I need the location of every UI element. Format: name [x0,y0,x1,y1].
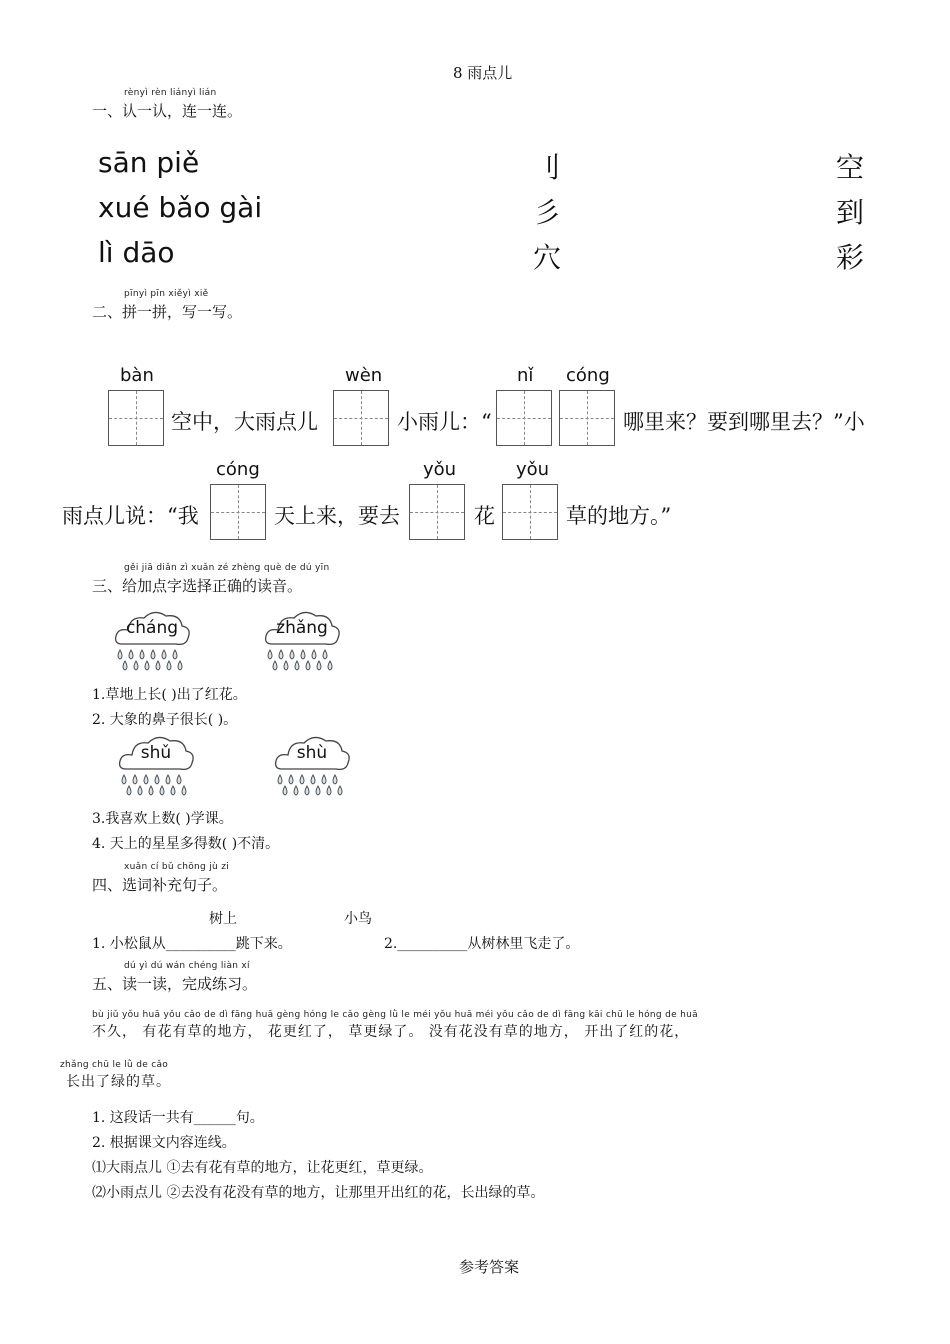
s3-question-2: 2. 大象的鼻子很长( )。 [92,712,238,728]
write-box[interactable] [502,484,558,540]
page-title: 8 雨点儿 [453,64,513,82]
s3-heading: 三、给加点字选择正确的读音。 [92,577,303,595]
s4-pinyin: xuǎn cí bǔ chōng jù zi [124,862,230,872]
s2-l2-text0: 雨点儿说：“我 [62,504,199,528]
s2-l2-py3: yǒu [516,459,550,480]
s2-l1-py2: wèn [345,365,383,386]
s4-heading: 四、选词补充句子。 [92,876,228,894]
s1-left-1[interactable]: sān piě [98,146,200,179]
s1-right-3[interactable]: 彩 [836,241,865,274]
footer-answer-key: 参考答案 [459,1258,520,1276]
s1-right-2[interactable]: 到 [836,196,865,229]
cloud-pinyin: shù [296,743,328,763]
cloud-pinyin: shǔ [140,743,172,763]
s5-reading-pinyin-1: bù jiǔ yǒu huā yǒu cǎo de dì fāng huā gèng hóng le cǎo gèng lǜ le méi yǒu huā méi yǒu cǎo de dì fāng kāi chū le hóng de huā [92,1010,698,1020]
s2-l1-text1: 空中，大雨点儿 [171,410,318,434]
write-box[interactable] [496,390,552,446]
s5-question-2: 2. 根据课文内容连线。 [92,1135,236,1151]
raincloud-icon[interactable] [272,731,352,801]
s1-left-2[interactable]: xué bǎo gài [98,191,263,224]
raincloud-icon[interactable] [112,606,192,676]
raincloud-icon[interactable] [116,731,196,801]
s5-pinyin: dú yì dú wán chéng liàn xí [124,961,250,971]
s2-l1-text2: 小雨儿：“ [397,410,492,434]
raincloud-icon[interactable] [262,606,342,676]
s3-question-4: 4. 天上的星星多得数( )不清。 [92,836,280,852]
s2-l1-py3: nǐ [517,365,534,386]
s5-question-1: 1. 这段话一共有______句。 [92,1110,264,1126]
write-box[interactable] [108,390,164,446]
write-box[interactable] [559,390,615,446]
s1-middle-3[interactable]: 穴 [533,241,562,274]
s1-left-3[interactable]: lì dāo [98,236,175,269]
s3-question-1: 1.草地上长( )出了红花。 [92,687,247,703]
s2-pinyin: pīnyì pīn xiěyì xiě [124,289,209,299]
write-box[interactable] [210,484,266,540]
s3-question-3: 3.我喜欢上数( )学课。 [92,811,233,827]
s2-l1-py1: bàn [120,365,154,386]
s3-pinyin: gěi jiā diǎn zì xuǎn zé zhèng què de dú yīn [124,563,330,573]
cloud-pinyin: zhǎng [276,618,328,638]
s2-l1-py4: cóng [566,365,610,386]
s2-l2-py2: yǒu [423,459,457,480]
s1-right-1[interactable]: 空 [836,151,865,184]
s4-question-1: 1. 小松鼠从__________跳下来。 [92,936,292,952]
s5-match-1[interactable]: ⑴大雨点儿 ①去有花有草的地方，让花更红，草更绿。 [92,1160,433,1176]
write-box[interactable] [409,484,465,540]
s4-word-1: 树上 [209,911,237,927]
s2-heading: 二、拼一拼，写一写。 [92,303,243,321]
s2-l2-text1: 天上来，要去 [274,504,400,528]
s2-l2-text2: 花 [474,504,495,528]
s1-heading: 一、认一认，连一连。 [92,102,243,120]
write-box[interactable] [333,390,389,446]
s5-reading-pinyin-2: zhǎng chū le lǜ de cǎo [60,1060,169,1070]
s4-word-2: 小鸟 [344,911,372,927]
s1-middle-1[interactable]: 刂 [533,151,562,184]
cloud-pinyin: cháng [125,618,179,638]
s1-middle-2[interactable]: 彡 [533,196,562,229]
s2-l2-text3: 草的地方。” [566,504,672,528]
s5-heading: 五、读一读，完成练习。 [92,975,258,993]
s2-l1-text3: 哪里来？要到哪里去？”小 [623,410,865,434]
s2-l2-py1: cóng [216,459,260,480]
s5-match-2[interactable]: ⑵小雨点儿 ②去没有花没有草的地方，让那里开出红的花，长出绿的草。 [92,1185,545,1201]
s5-reading-2: 长出了绿的草。 [66,1074,171,1090]
s4-question-2: 2.__________从树林里飞走了。 [384,936,580,952]
s5-reading-1: 不久， 有花有草的地方， 花更红了， 草更绿了。 没有花没有草的地方， 开出了红的花， [92,1024,690,1040]
s1-pinyin: rènyì rèn liányì lián [124,88,217,98]
